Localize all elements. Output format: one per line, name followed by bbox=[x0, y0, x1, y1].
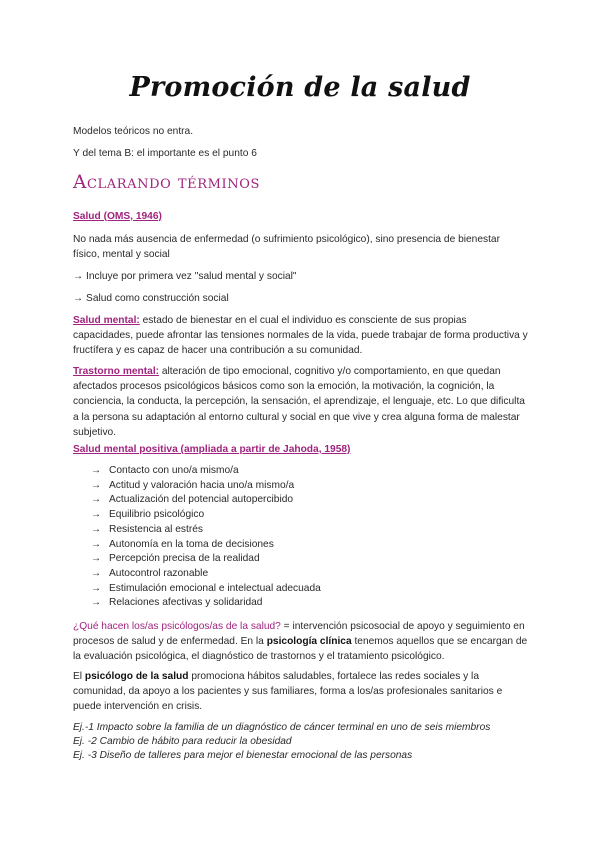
trastorno-mental-text: alteración de tipo emocional, cognitivo y/o comportamiento, en que quedan afectados procesos psicológicos básicos como son la emoción, la motivación, la cognición, la conciencia, la conducta, la percepción, la sensación, el aprendizaje, el lenguaje, etc. Lo que dificulta a la persona su adaptación al entorno cultural y social en que vive y crea alguna forma de malestar subjetivo. bbox=[73, 366, 525, 438]
que-hacen-paragraph: ¿Qué hacen los/as psicólogos/as de la salud? = intervención psicosocial de apoyo y seguimiento en procesos de salud y de enfermedad. En la psicología clínica tenemos aquellos que se encargan de la evaluación psicológica, el diagnóstico de trastornos y el tratamiento psicológico. bbox=[73, 621, 528, 663]
salud-oms-point-1: → Incluye por primera vez "salud mental y social" bbox=[73, 271, 297, 282]
intro-line-2: Y del tema B: el importante es el punto 6 bbox=[73, 148, 257, 159]
arrow-icon: → bbox=[91, 479, 102, 491]
section-heading: Aclarando términos bbox=[73, 172, 260, 193]
arrow-icon: → bbox=[91, 597, 102, 609]
salud-mental-text: estado de bienestar en el cual el individuo es consciente de sus propias capacidades, puede afrontar las tensiones normales de la vida, puede trabajar de forma productiva y fructífera y es capaz de hacer una contribución a su comunidad. bbox=[73, 315, 528, 357]
list-item: → Autocontrol razonable bbox=[91, 567, 321, 582]
trastorno-mental-paragraph bbox=[73, 364, 528, 440]
arrow-icon: → bbox=[91, 509, 102, 521]
salud-positiva-list bbox=[91, 464, 321, 611]
example-3: Ej. -3 Diseño de talleres para mejor el bienestar emocional de las personas bbox=[73, 750, 413, 761]
arrow-icon: → bbox=[91, 582, 102, 594]
salud-mental-paragraph bbox=[73, 313, 528, 359]
list-item: → Estimulación emocional e intelectual adecuada bbox=[91, 582, 321, 597]
list-item: → Percepción precisa de la realidad bbox=[91, 552, 321, 567]
list-item: → Equilibrio psicológico bbox=[91, 508, 321, 523]
trastorno-mental-term: Trastorno mental: bbox=[73, 366, 160, 377]
list-item: → Relaciones afectivas y solidaridad bbox=[91, 596, 321, 611]
salud-oms-heading: Salud (OMS, 1946) bbox=[73, 211, 162, 222]
list-item: → Actitud y valoración hacia uno/a mismo/a bbox=[91, 479, 321, 494]
list-item: → Actualización del potencial autopercibido bbox=[91, 493, 321, 508]
salud-oms-text: No nada más ausencia de enfermedad (o sufrimiento psicológico), sino presencia de bienestar físico, mental y social bbox=[73, 234, 500, 261]
psicologo-paragraph: El psicólogo de la salud promociona hábitos saludables, fortalece las redes sociales y la comunidad, da apoyo a los pacientes y sus familiares, forma a los/as profesionales sanitarios e puede intervención en crisis. bbox=[73, 671, 503, 713]
arrow-icon: → bbox=[91, 465, 102, 476]
salud-positiva-heading: Salud mental positiva (ampliada a partir de Jahoda, 1958) bbox=[73, 444, 351, 455]
arrow-icon: → bbox=[91, 553, 102, 565]
list-item: → Autonomía en la toma de decisiones bbox=[91, 538, 321, 553]
arrow-icon: → bbox=[91, 538, 102, 550]
list-item: → Contacto con uno/a mismo/a bbox=[91, 464, 321, 479]
intro-line-1: Modelos teóricos no entra. bbox=[73, 126, 194, 137]
page-title: Promoción de la salud bbox=[129, 72, 471, 103]
arrow-icon: → bbox=[91, 523, 102, 535]
example-2: Ej. -2 Cambio de hábito para reducir la obesidad bbox=[73, 736, 292, 747]
salud-mental-term: Salud mental: bbox=[73, 315, 140, 326]
list-item: → Resistencia al estrés bbox=[91, 523, 321, 538]
que-hacen-question: ¿Qué hacen los/as psicólogos/as de la salud? bbox=[73, 621, 281, 632]
salud-oms-point-2: → Salud como construcción social bbox=[73, 293, 229, 304]
arrow-icon: → bbox=[91, 567, 102, 579]
arrow-icon: → bbox=[91, 494, 102, 506]
example-1: Ej.-1 Impacto sobre la familia de un diagnóstico de cáncer terminal en uno de seis miembros bbox=[73, 722, 491, 733]
